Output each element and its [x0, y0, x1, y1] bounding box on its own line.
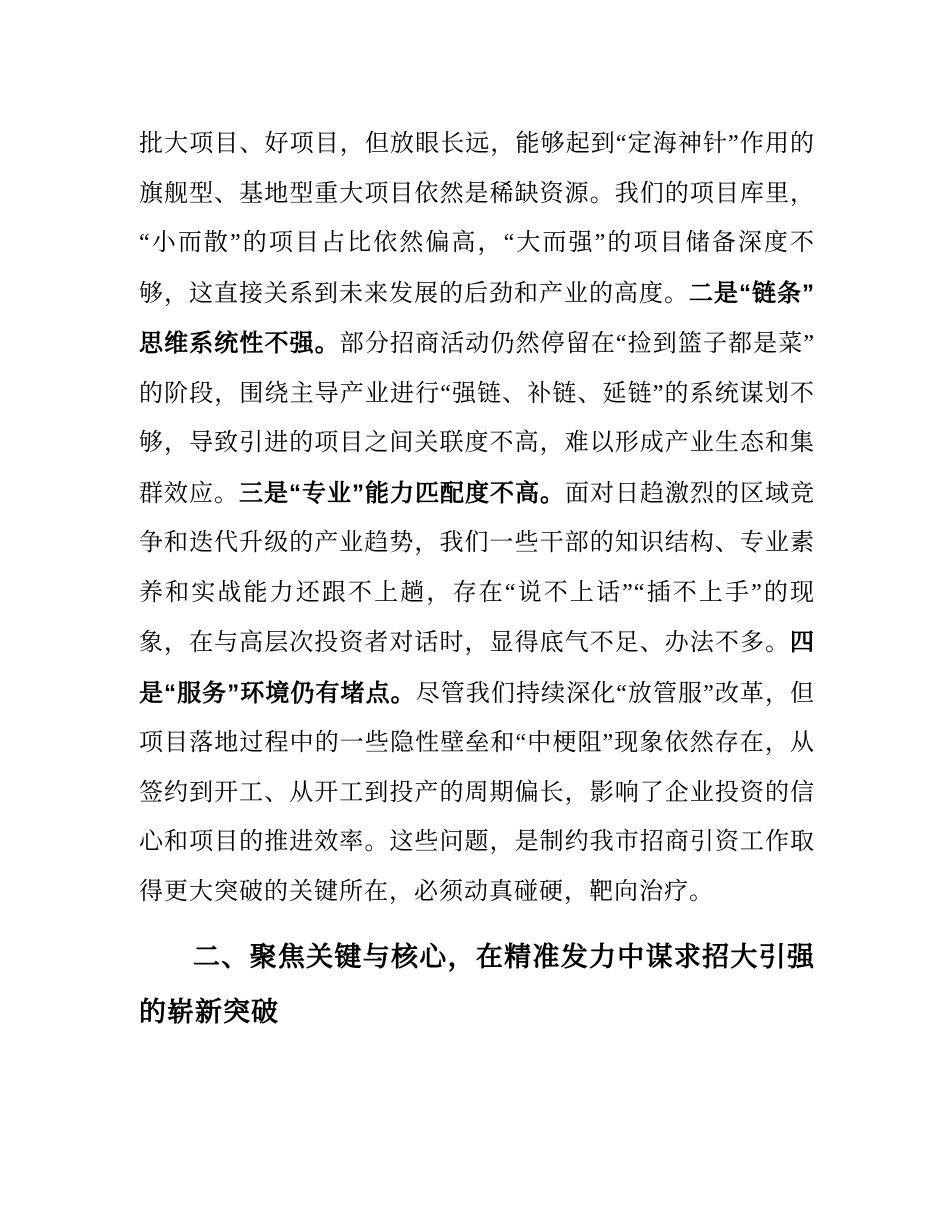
section-heading: 二、聚焦关键与核心，在精准发力中谋求招大引强的崭新突破 [139, 942, 815, 1027]
text-run: 部分招商活动仍然停留在“捡到篮子都是菜”的阶段，围绕主导产业进行“强链、补链、延链”的系统谋划不够，导致引进的项目之间关联度不高，难以形成产业生态和集群效应。 [139, 331, 815, 507]
emphasis-run: 三是“专业”能力匹配度不高。 [239, 479, 565, 507]
text-run: 尽管我们持续深化“放管服”改革，但项目落地过程中的一些隐性壁垒和“中梗阻”现象依然存在，从签约到开工、从开工到投产的周期偏长，影响了企业投资的信心和项目的推进效率。这些问题，是制约我市招商引资工作取得更大突破的关键所在，必须动真碰硬，靶向治疗。 [139, 680, 816, 905]
text-run: 面对日趋激烈的区域竞争和迭代升级的产业趋势，我们一些干部的知识结构、专业素养和实战能力还跟不上趟，存在“说不上话”“插不上手”的现象，在与高层次投资者对话时，显得底气不足、办法不多。 [139, 480, 815, 656]
document-content [139, 120, 815, 1040]
body-paragraph [139, 120, 815, 917]
emphasis-run: 二是“链条”思维系统性不强。 [139, 279, 815, 357]
text-run: 批大项目、好项目，但放眼长远，能够起到“定海神针”作用的旗舰型、基地型重大项目依然是稀缺资源。我们的项目库里，“小而散”的项目占比依然偏高，“大而强”的项目储备深度不够，这直接关系到未来发展的后劲和产业的高度。 [139, 131, 815, 307]
emphasis-run: 四是“服务”环境仍有堵点。 [139, 629, 815, 707]
